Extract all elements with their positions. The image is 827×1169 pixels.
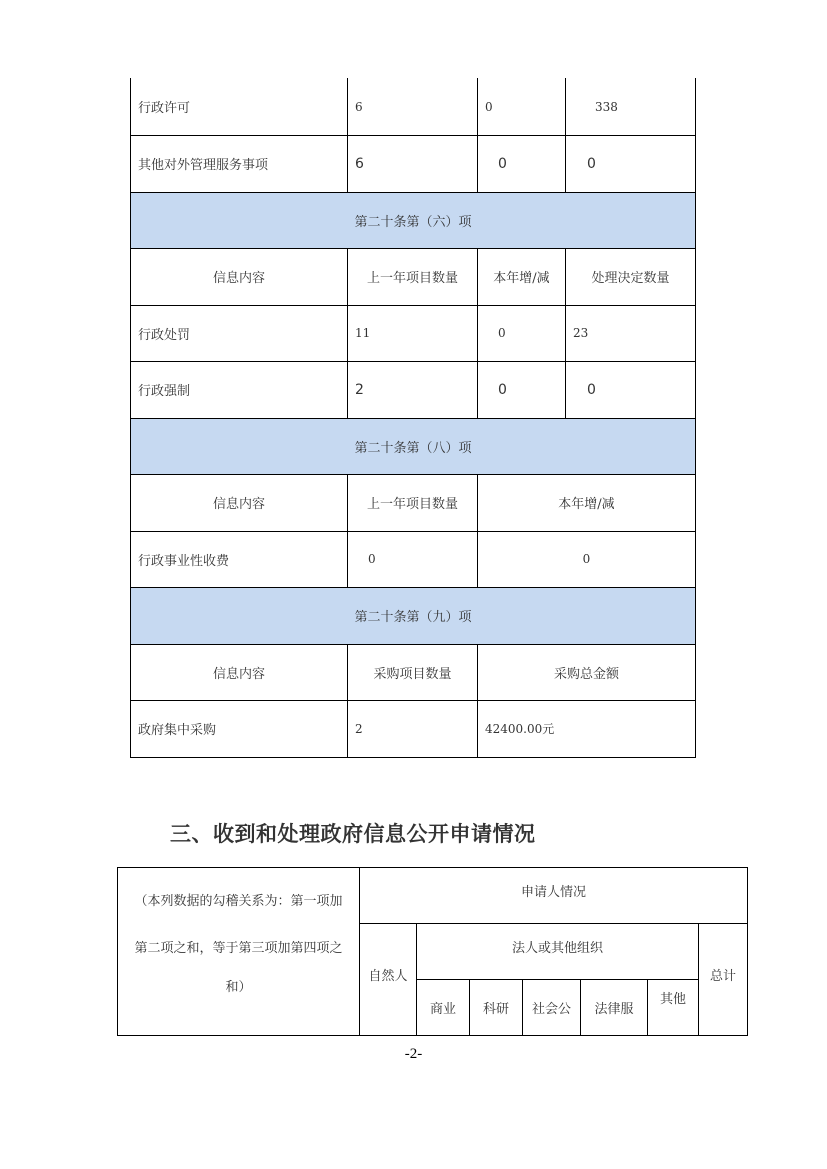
- row-prev-count: 11: [355, 326, 371, 340]
- header-info-content: 信息内容: [212, 497, 265, 512]
- header-info-content: 信息内容: [212, 271, 265, 286]
- sub-header-research: 科研: [482, 1002, 509, 1017]
- section-8-title: 第二十条第（八）项: [354, 440, 472, 456]
- section-heading: 三、收到和处理政府信息公开申请情况: [170, 822, 536, 846]
- note-line: 和）: [225, 980, 252, 995]
- row-decided: 338: [595, 99, 618, 114]
- row-change: 0: [582, 552, 591, 566]
- header-purchase-count: 采购项目数量: [373, 666, 452, 682]
- natural-person-header: 自然人: [368, 968, 408, 984]
- row-decided: 23: [573, 326, 589, 340]
- header-change: 本年增/减: [558, 497, 615, 512]
- row-prev-count: 2: [355, 381, 364, 398]
- row-name: 政府集中采购: [138, 723, 217, 738]
- row-prev-count: 0: [368, 552, 376, 566]
- row-change: 0: [485, 99, 493, 114]
- section-9-title: 第二十条第（九）项: [354, 610, 472, 625]
- row-name: 行政处罚: [138, 327, 191, 343]
- section-6-title: 第二十条第（六）项: [354, 214, 472, 230]
- row-name: 其他对外管理服务事项: [138, 158, 269, 173]
- applicant-header: 申请人情况: [520, 884, 586, 900]
- header-change: 本年增/减: [493, 271, 550, 286]
- row-purchase-count: 2: [355, 721, 363, 736]
- sub-header-commerce: 商业: [429, 1002, 456, 1017]
- row-name: 行政强制: [138, 384, 191, 399]
- row-purchase-amount: 42400.00元: [485, 722, 555, 736]
- row-prev-count: 6: [355, 99, 363, 114]
- header-prev-count: 上一年项目数量: [366, 271, 458, 286]
- header-info-content: 信息内容: [212, 666, 265, 682]
- row-change: 0: [498, 155, 507, 172]
- page-number: -2-: [404, 1046, 423, 1062]
- sub-header-legal: 法律服: [594, 1002, 634, 1017]
- legal-org-header: 法人或其他组织: [511, 940, 603, 956]
- row-name: 行政许可: [138, 101, 191, 116]
- note-line: 第二项之和，等于第三项加第四项之: [134, 941, 343, 956]
- note-line: （本列数据的勾稽关系为：第一项加: [134, 894, 343, 909]
- header-prev-count: 上一年项目数量: [366, 497, 458, 512]
- header-purchase-amount: 采购总金额: [553, 666, 619, 682]
- row-change: 0: [498, 326, 506, 340]
- row-change: 0: [498, 381, 507, 398]
- row-decided: 0: [587, 155, 596, 172]
- row-name: 行政事业性收费: [138, 553, 230, 569]
- sub-header-other: 其他: [659, 992, 686, 1007]
- header-decided: 处理决定数量: [591, 271, 670, 286]
- sub-header-social: 社会公: [531, 1002, 571, 1017]
- row-decided: 0: [587, 381, 596, 398]
- row-prev-count: 6: [355, 155, 364, 172]
- total-header: 总计: [709, 968, 736, 984]
